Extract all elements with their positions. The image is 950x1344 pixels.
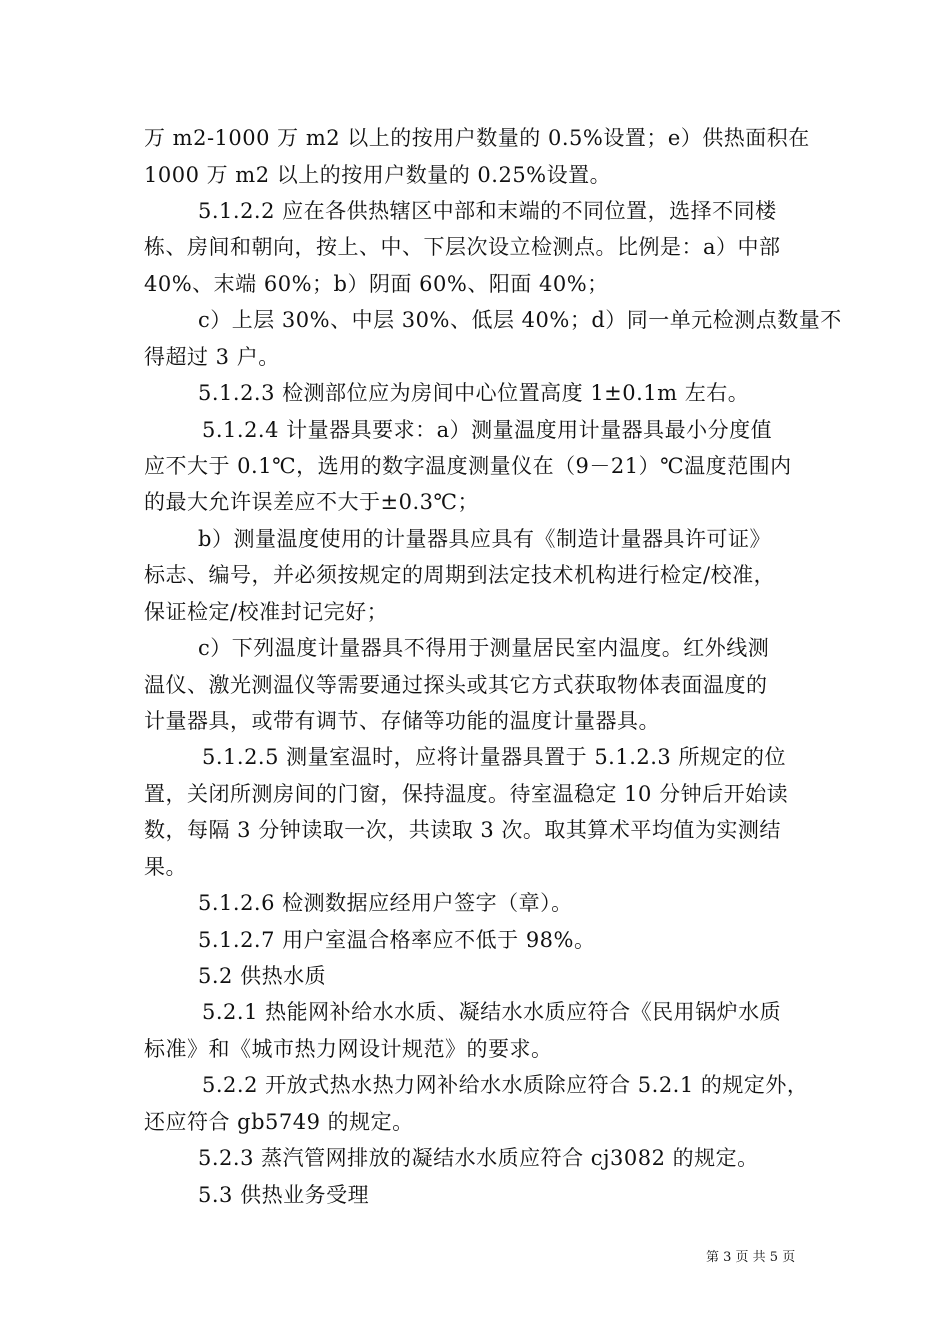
text-line: 5.1.2.2 应在各供热辖区中部和末端的不同位置，选择不同楼 — [198, 199, 777, 223]
page-number: 第 3 页 共 5 页 — [706, 1250, 796, 1265]
text-line: 的最大允许误差应不大于±0.3℃； — [144, 490, 479, 514]
text-line: 5.1.2.6 检测数据应经用户签字（章）。 — [198, 891, 573, 915]
text-line: 5.2.2 开放式热水热力网补给水水质除应符合 5.2.1 的规定外， — [202, 1073, 809, 1097]
text-line: 5.1.2.7 用户室温合格率应不低于 98%。 — [198, 928, 596, 952]
text-line: 标志、编号，并必须按规定的周期到法定技术机构进行检定/校准， — [144, 563, 776, 587]
text-line: 1000 万 m2 以上的按用户数量的 0.25%设置。 — [144, 163, 612, 187]
text-line: 40%、末端 60%；b）阴面 60%、阳面 40%； — [144, 272, 609, 296]
section-heading: 5.3 供热业务受理 — [198, 1183, 370, 1207]
text-line: 5.1.2.5 测量室温时，应将计量器具置于 5.1.2.3 所规定的位 — [202, 745, 786, 769]
text-line: c）上层 30%、中层 30%、低层 40%；d）同一单元检测点数量不 — [198, 308, 842, 332]
text-line: 应不大于 0.1℃，选用的数字温度测量仪在（9－21）℃温度范围内 — [144, 454, 792, 478]
text-line: 5.1.2.4 计量器具要求：a）测量温度用计量器具最小分度值 — [202, 418, 773, 442]
section-heading: 5.2 供热水质 — [198, 964, 327, 988]
text-line: 还应符合 gb5749 的规定。 — [144, 1110, 414, 1134]
text-line: 5.2.3 蒸汽管网排放的凝结水水质应符合 cj3082 的规定。 — [198, 1146, 759, 1170]
text-line: 栋、房间和朝向，按上、中、下层次设立检测点。比例是：a）中部 — [144, 235, 781, 259]
text-line: 万 m2-1000 万 m2 以上的按用户数量的 0.5%设置；e）供热面积在 — [144, 126, 810, 150]
text-line: 标准》和《城市热力网设计规范》的要求。 — [144, 1037, 553, 1061]
text-line: 保证检定/校准封记完好； — [144, 600, 389, 624]
text-line: 5.2.1 热能网补给水水质、凝结水水质应符合《民用锅炉水质 — [202, 1000, 782, 1024]
text-line: 5.1.2.3 检测部位应为房间中心位置高度 1±0.1m 左右。 — [198, 381, 750, 405]
text-line: 果。 — [144, 855, 187, 879]
text-line: c）下列温度计量器具不得用于测量居民室内温度。红外线测 — [198, 636, 770, 660]
text-line: 得超过 3 户。 — [144, 345, 280, 369]
text-line: 数，每隔 3 分钟读取一次，共读取 3 次。取其算术平均值为实测结 — [144, 818, 781, 842]
text-line: 温仪、激光测温仪等需要通过探头或其它方式获取物体表面温度的 — [144, 673, 768, 697]
text-line: 计量器具，或带有调节、存储等功能的温度计量器具。 — [144, 709, 660, 733]
text-line: b）测量温度使用的计量器具应具有《制造计量器具许可证》 — [198, 527, 771, 551]
text-line: 置，关闭所测房间的门窗，保持温度。待室温稳定 10 分钟后开始读 — [144, 782, 789, 806]
